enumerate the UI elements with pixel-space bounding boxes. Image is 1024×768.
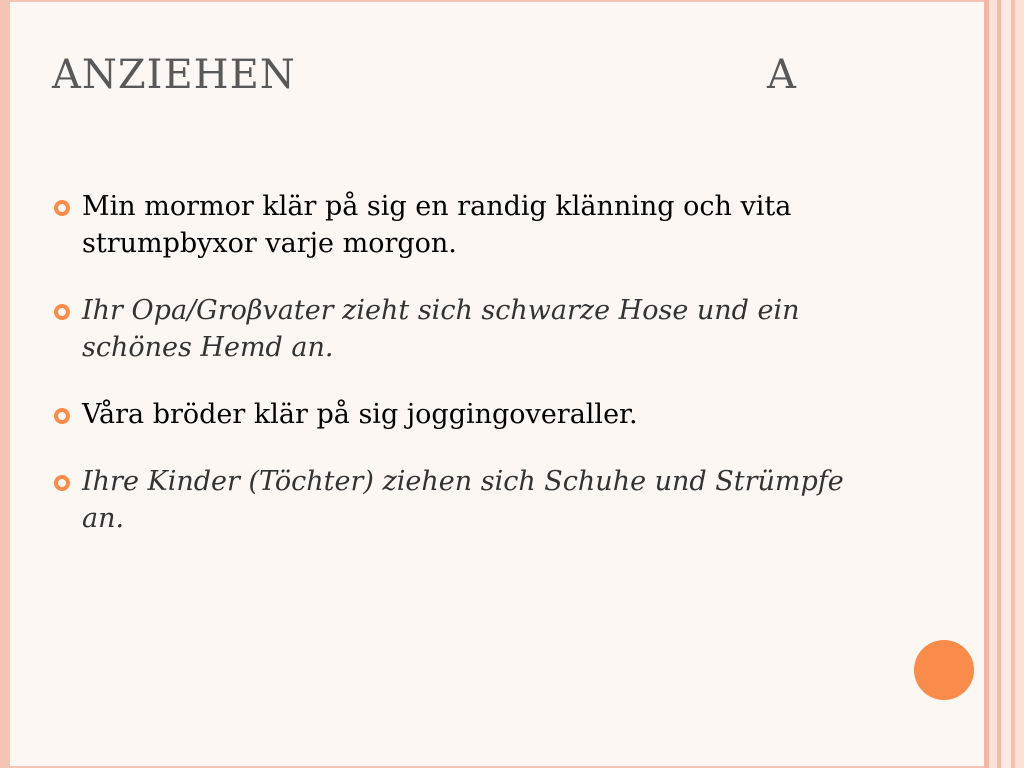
bullet-item (52, 292, 872, 366)
bullet-item (52, 463, 872, 537)
orange-ring-bullet-icon (52, 396, 82, 430)
right-stripes (984, 0, 1024, 768)
left-border (0, 0, 10, 768)
bullet-item (52, 188, 872, 262)
slide-title (52, 52, 852, 98)
orange-ring-bullet-icon (52, 463, 82, 497)
orange-ring-bullet-icon (52, 292, 82, 326)
decorative-circle-icon (914, 640, 974, 700)
top-border (10, 0, 985, 2)
title-main: ANZIEHEN (52, 52, 296, 98)
bullet-text: Ihr Opa/Groβvater zieht sich schwarze Hose und ein schönes Hemd an. (82, 295, 800, 363)
title-letter: A (767, 52, 797, 98)
bullet-list (52, 188, 872, 567)
bullet-text: Min mormor klär på sig en randig klänning och vita strumpbyxor varje morgon. (82, 191, 792, 259)
bullet-text: Ihre Kinder (Töchter) ziehen sich Schuhe und Strümpfe an. (82, 466, 844, 534)
bullet-text: Våra bröder klär på sig joggingoveraller. (82, 399, 638, 430)
orange-ring-bullet-icon (52, 188, 82, 222)
bullet-item (52, 396, 872, 433)
